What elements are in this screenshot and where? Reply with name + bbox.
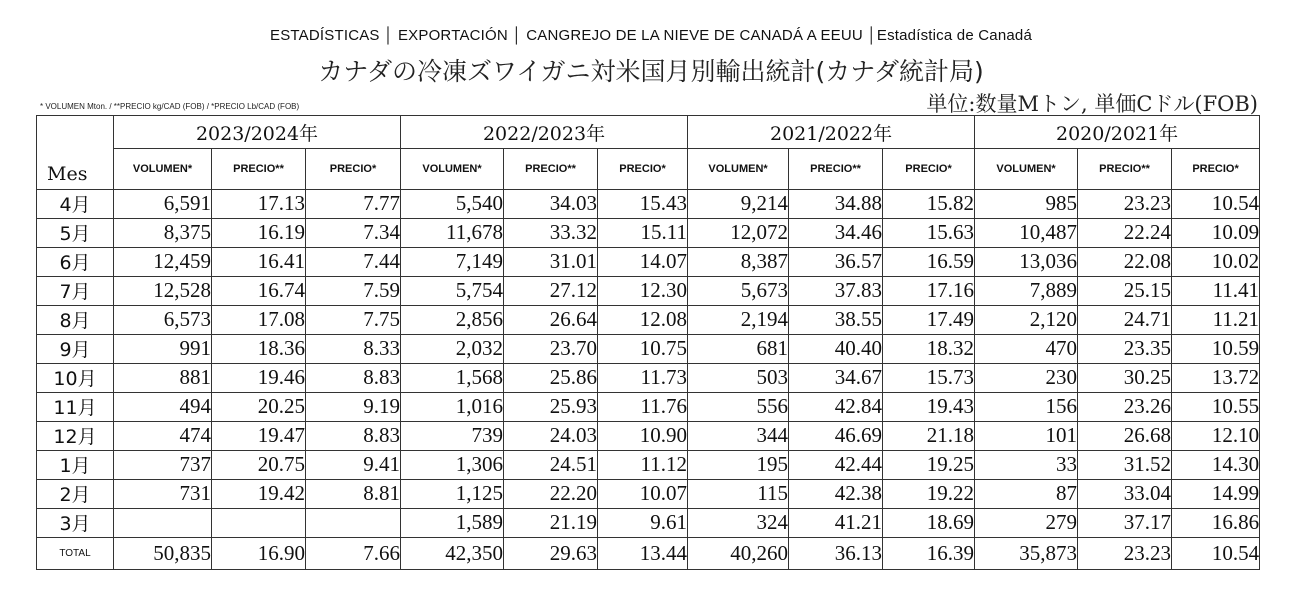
value-cell: 12.30 (598, 276, 688, 305)
value-cell: 23.23 (1078, 190, 1172, 219)
table-row (37, 305, 1260, 334)
value-cell: 2,856 (401, 305, 504, 334)
column-header: PRECIO** (789, 149, 883, 190)
column-header-row (37, 149, 1260, 190)
column-header: PRECIO** (504, 149, 598, 190)
value-cell (306, 508, 401, 537)
value-cell: 7,889 (975, 276, 1078, 305)
total-value-cell: 16.39 (883, 537, 975, 569)
value-cell: 12.10 (1172, 421, 1260, 450)
value-cell: 681 (688, 334, 789, 363)
value-cell: 21.19 (504, 508, 598, 537)
column-header: PRECIO** (212, 149, 306, 190)
value-cell: 1,306 (401, 450, 504, 479)
month-label: 7月 (37, 276, 114, 305)
value-cell: 7.59 (306, 276, 401, 305)
total-value-cell: 36.13 (789, 537, 883, 569)
value-cell: 15.43 (598, 190, 688, 219)
value-cell: 2,032 (401, 334, 504, 363)
value-cell: 26.68 (1078, 421, 1172, 450)
value-cell: 19.43 (883, 392, 975, 421)
value-cell: 13.72 (1172, 363, 1260, 392)
value-cell: 7,149 (401, 247, 504, 276)
value-cell: 30.25 (1078, 363, 1172, 392)
value-cell: 24.51 (504, 450, 598, 479)
year-header: 2020/2021年 (975, 116, 1260, 149)
value-cell: 115 (688, 479, 789, 508)
value-cell: 2,194 (688, 305, 789, 334)
table-row (37, 276, 1260, 305)
total-value-cell: 7.66 (306, 537, 401, 569)
value-cell: 40.40 (789, 334, 883, 363)
column-header: PRECIO* (1172, 149, 1260, 190)
value-cell: 11.73 (598, 363, 688, 392)
table-body (37, 190, 1260, 570)
value-cell: 17.13 (212, 190, 306, 219)
japanese-title: カナダの冷凍ズワイガニ対米国月別輸出統計(カナダ統計局) (318, 57, 984, 86)
value-cell: 15.82 (883, 190, 975, 219)
value-cell: 22.24 (1078, 218, 1172, 247)
value-cell: 14.30 (1172, 450, 1260, 479)
value-cell: 16.86 (1172, 508, 1260, 537)
total-value-cell: 40,260 (688, 537, 789, 569)
units-note: * VOLUMEN Mton. / **PRECIO kg/CAD (FOB) / *PRECIO Lb/CAD (FOB) (40, 102, 300, 111)
value-cell: 10,487 (975, 218, 1078, 247)
total-value-cell: 16.90 (212, 537, 306, 569)
value-cell: 991 (114, 334, 212, 363)
value-cell: 10.54 (1172, 190, 1260, 219)
value-cell: 12.08 (598, 305, 688, 334)
value-cell: 195 (688, 450, 789, 479)
value-cell: 8.33 (306, 334, 401, 363)
value-cell: 12,528 (114, 276, 212, 305)
table-row (37, 334, 1260, 363)
value-cell: 1,016 (401, 392, 504, 421)
value-cell: 41.21 (789, 508, 883, 537)
column-header: VOLUMEN* (688, 149, 789, 190)
month-label: 3月 (37, 508, 114, 537)
table-row (37, 363, 1260, 392)
value-cell: 23.70 (504, 334, 598, 363)
value-cell: 11.41 (1172, 276, 1260, 305)
value-cell: 8,387 (688, 247, 789, 276)
value-cell: 324 (688, 508, 789, 537)
column-header: VOLUMEN* (401, 149, 504, 190)
value-cell: 19.22 (883, 479, 975, 508)
value-cell: 19.46 (212, 363, 306, 392)
value-cell: 19.42 (212, 479, 306, 508)
year-header-row (37, 116, 1260, 149)
value-cell: 881 (114, 363, 212, 392)
value-cell: 1,589 (401, 508, 504, 537)
total-value-cell: 29.63 (504, 537, 598, 569)
value-cell: 25.86 (504, 363, 598, 392)
value-cell: 5,754 (401, 276, 504, 305)
value-cell: 42.44 (789, 450, 883, 479)
value-cell: 11.76 (598, 392, 688, 421)
value-cell: 31.01 (504, 247, 598, 276)
value-cell (114, 508, 212, 537)
value-cell: 25.93 (504, 392, 598, 421)
year-header: 2022/2023年 (401, 116, 688, 149)
value-cell: 19.47 (212, 421, 306, 450)
value-cell: 9.61 (598, 508, 688, 537)
column-header: PRECIO* (306, 149, 401, 190)
value-cell: 21.18 (883, 421, 975, 450)
value-cell: 16.74 (212, 276, 306, 305)
total-value-cell: 23.23 (1078, 537, 1172, 569)
table-row (37, 247, 1260, 276)
value-cell: 16.19 (212, 218, 306, 247)
value-cell: 36.57 (789, 247, 883, 276)
value-cell: 8.81 (306, 479, 401, 508)
value-cell: 494 (114, 392, 212, 421)
value-cell: 25.15 (1078, 276, 1172, 305)
value-cell: 34.46 (789, 218, 883, 247)
table-row (37, 450, 1260, 479)
value-cell: 10.55 (1172, 392, 1260, 421)
column-header: PRECIO* (598, 149, 688, 190)
year-header: 2023/2024年 (114, 116, 401, 149)
value-cell: 9,214 (688, 190, 789, 219)
value-cell: 14.99 (1172, 479, 1260, 508)
month-label: 1月 (37, 450, 114, 479)
value-cell: 23.26 (1078, 392, 1172, 421)
value-cell: 7.77 (306, 190, 401, 219)
value-cell: 33 (975, 450, 1078, 479)
value-cell: 15.73 (883, 363, 975, 392)
value-cell: 11.12 (598, 450, 688, 479)
value-cell: 22.20 (504, 479, 598, 508)
month-label: 11月 (37, 392, 114, 421)
value-cell: 22.08 (1078, 247, 1172, 276)
value-cell: 87 (975, 479, 1078, 508)
value-cell: 503 (688, 363, 789, 392)
column-header: PRECIO** (1078, 149, 1172, 190)
total-value-cell: 42,350 (401, 537, 504, 569)
value-cell: 15.11 (598, 218, 688, 247)
value-cell: 556 (688, 392, 789, 421)
year-header: 2021/2022年 (688, 116, 975, 149)
value-cell: 156 (975, 392, 1078, 421)
total-value-cell: 10.54 (1172, 537, 1260, 569)
total-value-cell: 13.44 (598, 537, 688, 569)
table-row (37, 190, 1260, 219)
value-cell: 11.21 (1172, 305, 1260, 334)
value-cell: 20.75 (212, 450, 306, 479)
mes-header: Mes (37, 116, 114, 190)
value-cell: 33.04 (1078, 479, 1172, 508)
value-cell: 34.03 (504, 190, 598, 219)
value-cell: 37.83 (789, 276, 883, 305)
value-cell: 10.02 (1172, 247, 1260, 276)
value-cell: 18.32 (883, 334, 975, 363)
value-cell: 42.84 (789, 392, 883, 421)
value-cell: 15.63 (883, 218, 975, 247)
value-cell: 7.44 (306, 247, 401, 276)
value-cell: 2,120 (975, 305, 1078, 334)
value-cell: 34.67 (789, 363, 883, 392)
value-cell: 27.12 (504, 276, 598, 305)
value-cell: 344 (688, 421, 789, 450)
table-row (37, 218, 1260, 247)
value-cell: 12,072 (688, 218, 789, 247)
value-cell: 42.38 (789, 479, 883, 508)
total-label: TOTAL (37, 537, 114, 569)
value-cell: 6,591 (114, 190, 212, 219)
value-cell: 5,540 (401, 190, 504, 219)
export-statistics-table (36, 115, 1260, 570)
month-label: 12月 (37, 421, 114, 450)
table-row (37, 392, 1260, 421)
column-header: PRECIO* (883, 149, 975, 190)
value-cell: 9.19 (306, 392, 401, 421)
value-cell: 279 (975, 508, 1078, 537)
value-cell: 985 (975, 190, 1078, 219)
month-label: 4月 (37, 190, 114, 219)
value-cell: 46.69 (789, 421, 883, 450)
value-cell: 38.55 (789, 305, 883, 334)
value-cell: 17.49 (883, 305, 975, 334)
value-cell: 8.83 (306, 363, 401, 392)
value-cell: 7.75 (306, 305, 401, 334)
value-cell: 10.09 (1172, 218, 1260, 247)
value-cell: 12,459 (114, 247, 212, 276)
value-cell: 14.07 (598, 247, 688, 276)
value-cell: 18.36 (212, 334, 306, 363)
value-cell: 8.83 (306, 421, 401, 450)
value-cell: 16.41 (212, 247, 306, 276)
value-cell: 31.52 (1078, 450, 1172, 479)
value-cell: 33.32 (504, 218, 598, 247)
month-label: 6月 (37, 247, 114, 276)
value-cell: 13,036 (975, 247, 1078, 276)
value-cell: 1,568 (401, 363, 504, 392)
month-label: 10月 (37, 363, 114, 392)
value-cell: 10.59 (1172, 334, 1260, 363)
value-cell: 17.08 (212, 305, 306, 334)
value-cell: 37.17 (1078, 508, 1172, 537)
column-header: VOLUMEN* (114, 149, 212, 190)
table-row (37, 421, 1260, 450)
value-cell: 5,673 (688, 276, 789, 305)
column-header: VOLUMEN* (975, 149, 1078, 190)
value-cell: 739 (401, 421, 504, 450)
value-cell: 474 (114, 421, 212, 450)
value-cell: 10.75 (598, 334, 688, 363)
total-value-cell: 35,873 (975, 537, 1078, 569)
units-label-jp: 単位:数量Mトン, 単価Cドル(FOB) (926, 92, 1258, 116)
total-row (37, 537, 1260, 569)
value-cell: 17.16 (883, 276, 975, 305)
header-title: ESTADÍSTICAS │ EXPORTACIÓN │ CANGREJO DE LA NIEVE DE CANADÁ A EEUU │Estadística de Canadá (270, 27, 1032, 44)
value-cell: 11,678 (401, 218, 504, 247)
value-cell: 20.25 (212, 392, 306, 421)
value-cell: 8,375 (114, 218, 212, 247)
value-cell: 230 (975, 363, 1078, 392)
table-row (37, 479, 1260, 508)
value-cell: 6,573 (114, 305, 212, 334)
value-cell: 24.71 (1078, 305, 1172, 334)
value-cell: 10.90 (598, 421, 688, 450)
total-value-cell: 50,835 (114, 537, 212, 569)
value-cell: 9.41 (306, 450, 401, 479)
value-cell: 23.35 (1078, 334, 1172, 363)
value-cell: 24.03 (504, 421, 598, 450)
value-cell: 731 (114, 479, 212, 508)
value-cell: 34.88 (789, 190, 883, 219)
month-label: 2月 (37, 479, 114, 508)
month-label: 5月 (37, 218, 114, 247)
value-cell: 19.25 (883, 450, 975, 479)
value-cell: 737 (114, 450, 212, 479)
month-label: 8月 (37, 305, 114, 334)
value-cell: 18.69 (883, 508, 975, 537)
value-cell: 1,125 (401, 479, 504, 508)
table-row (37, 508, 1260, 537)
value-cell: 10.07 (598, 479, 688, 508)
value-cell: 7.34 (306, 218, 401, 247)
value-cell: 470 (975, 334, 1078, 363)
value-cell: 101 (975, 421, 1078, 450)
value-cell (212, 508, 306, 537)
value-cell: 16.59 (883, 247, 975, 276)
month-label: 9月 (37, 334, 114, 363)
value-cell: 26.64 (504, 305, 598, 334)
